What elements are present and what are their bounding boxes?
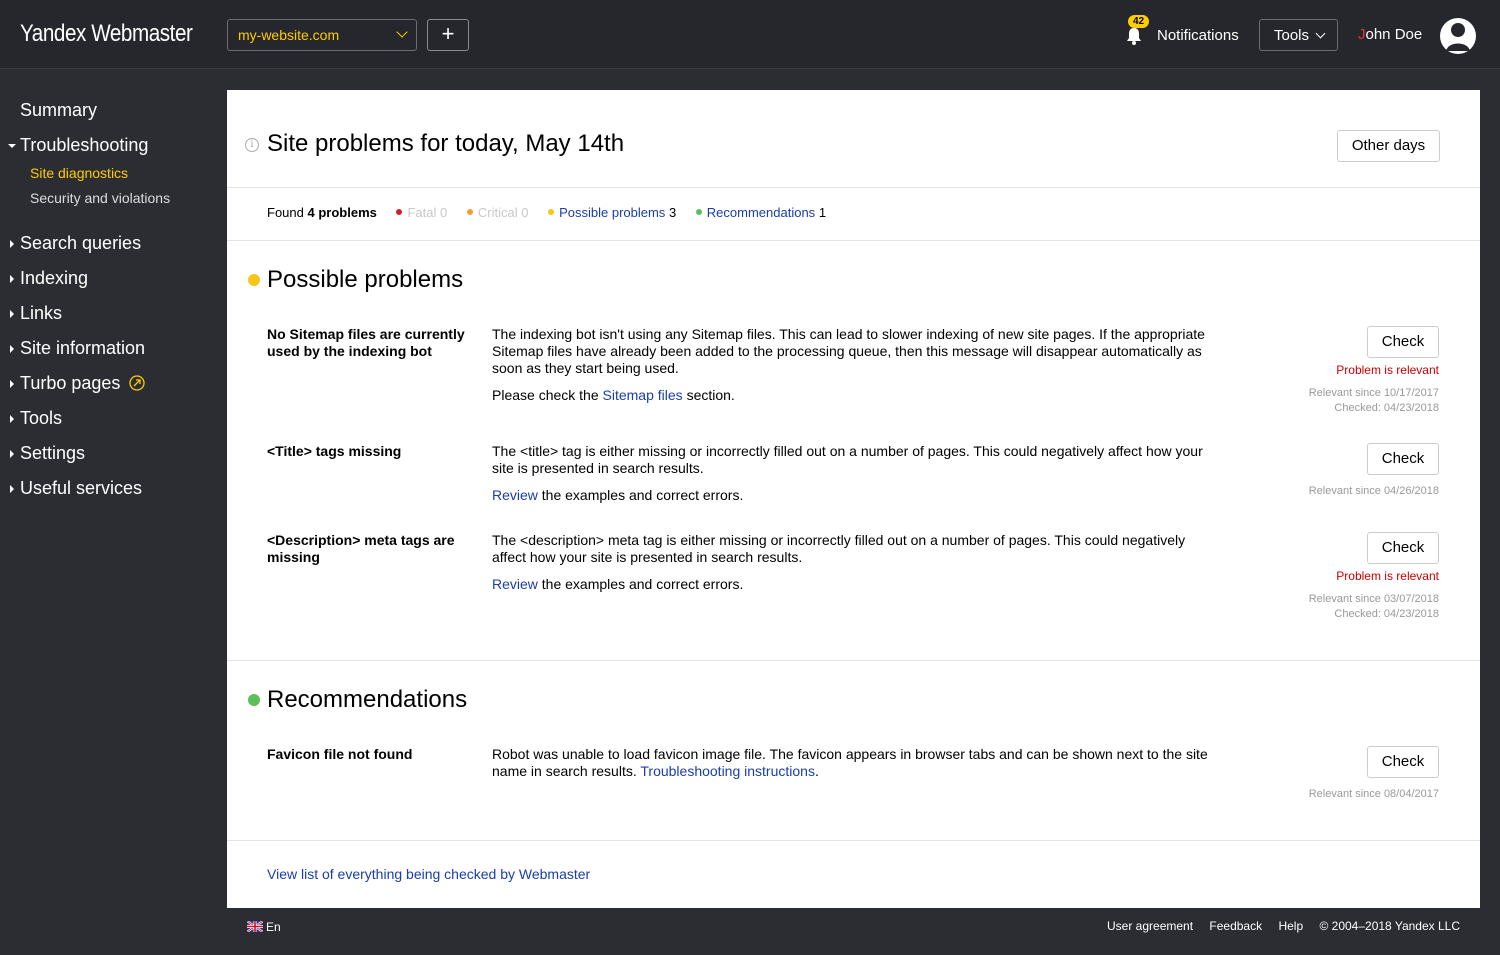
caret-right-icon xyxy=(10,415,14,423)
language-switcher[interactable]: En xyxy=(247,920,281,934)
filter-possible-problems[interactable]: Possible problems xyxy=(559,205,666,220)
check-button[interactable]: Check xyxy=(1367,746,1439,778)
logo[interactable]: Yandex Webmaster xyxy=(20,20,193,47)
site-name: my-website.com xyxy=(238,27,340,43)
page-title: Site problems for today, May 14th xyxy=(267,130,625,157)
problem-name: <Title> tags missing xyxy=(267,443,402,459)
caret-right-icon xyxy=(10,450,14,458)
review-link[interactable]: Review xyxy=(492,576,538,592)
section-title-recommendations: Recommendations xyxy=(267,686,468,713)
problem-dates: Relevant since 10/17/2017 Checked: 04/23/2018 xyxy=(1308,387,1439,414)
bell-icon xyxy=(1124,26,1144,46)
help-link[interactable]: Help xyxy=(1278,919,1304,933)
review-link[interactable]: Review xyxy=(492,487,538,503)
check-button[interactable]: Check xyxy=(1367,532,1439,564)
possible-dot-icon xyxy=(548,209,554,215)
sitemap-files-link[interactable]: Sitemap files xyxy=(602,387,683,403)
sidebar-item-indexing[interactable]: Indexing xyxy=(20,268,88,289)
caret-right-icon xyxy=(10,380,14,388)
footer-links xyxy=(1094,919,1460,933)
footer xyxy=(227,908,1480,955)
problem-status: Problem is relevant xyxy=(1336,363,1439,377)
sidebar-item-troubleshooting[interactable]: Troubleshooting xyxy=(20,135,148,156)
copyright: © 2004–2018 Yandex LLC xyxy=(1319,919,1460,933)
sidebar-item-turbo-pages[interactable]: Turbo pages xyxy=(20,373,145,394)
recommendation-dates: Relevant since 08/04/2017 xyxy=(1308,788,1439,800)
tools-menu-button[interactable] xyxy=(1259,19,1338,51)
critical-dot-icon xyxy=(467,209,473,215)
filter-fatal: Fatal xyxy=(407,205,437,220)
problem-status: Problem is relevant xyxy=(1336,569,1439,583)
notifications-label: Notifications xyxy=(1157,27,1239,44)
recommendations-dot-icon xyxy=(696,209,702,215)
sidebar-item-summary[interactable]: Summary xyxy=(20,100,98,120)
possible-problems-dot-icon xyxy=(248,274,260,286)
sidebar-item-tools[interactable]: Tools xyxy=(20,408,62,429)
caret-right-icon xyxy=(10,345,14,353)
sidebar-item-useful-services[interactable]: Useful services xyxy=(20,478,142,499)
check-button[interactable]: Check xyxy=(1367,443,1439,475)
recommendation-description: Robot was unable to load favicon image file. The favicon appears in browser tabs and can be shown next to the site name in search results. Troubleshooting instructions. xyxy=(492,746,1208,779)
fatal-dot-icon xyxy=(396,209,402,215)
caret-right-icon xyxy=(10,275,14,283)
divider xyxy=(227,660,1480,661)
sidebar-item-site-diagnostics[interactable]: Site diagnostics xyxy=(30,165,129,181)
caret-down-icon xyxy=(8,144,16,148)
filter-critical: Critical xyxy=(477,205,518,220)
top-bar xyxy=(0,0,1500,69)
divider xyxy=(227,840,1480,841)
caret-right-icon xyxy=(10,310,14,318)
info-icon[interactable]: i xyxy=(245,138,259,152)
section-title-possible-problems: Possible problems xyxy=(267,266,464,293)
chevron-down-icon xyxy=(1316,29,1326,39)
problem-dates: Relevant since 03/07/2018 Checked: 04/23/2018 xyxy=(1308,593,1439,620)
notifications-count-badge: 42 xyxy=(1128,15,1149,28)
problem-description: The <title> tag is either missing or incorrectly filled out on a number of pages. This could negatively affect how your site is presented in search results. xyxy=(492,443,1203,476)
sidebar-item-site-information[interactable]: Site information xyxy=(20,338,145,359)
problem-note: Review the examples and correct errors. xyxy=(492,487,744,503)
tools-label: Tools xyxy=(1274,27,1310,44)
filter-recommendations[interactable]: Recommendations xyxy=(706,205,816,220)
divider xyxy=(227,187,1480,188)
problem-dates: Relevant since 04/26/2018 xyxy=(1308,485,1439,497)
caret-right-icon xyxy=(10,485,14,493)
problem-description: The indexing bot isn't using any Sitemap files. This can lead to slower indexing of new site pages. If the appropriate Sitemap files have already been added to the processing queue, then this message will disappear automatically as soon as they start being used. xyxy=(492,326,1205,376)
sidebar-item-settings[interactable]: Settings xyxy=(20,443,85,464)
sidebar-item-links[interactable]: Links xyxy=(20,303,62,324)
view-all-checks-link[interactable]: View list of everything being checked by Webmaster xyxy=(267,866,591,882)
problem-note: Review the examples and correct errors. xyxy=(492,576,744,592)
recommendation-name: Favicon file not found xyxy=(267,746,413,762)
add-site-button[interactable]: + xyxy=(427,19,469,51)
user-agreement-link[interactable]: User agreement xyxy=(1107,919,1194,933)
uk-flag-icon xyxy=(247,921,263,932)
check-button[interactable]: Check xyxy=(1367,326,1439,358)
problem-note: Please check the Sitemap files section. xyxy=(492,387,735,403)
chevron-down-icon xyxy=(396,26,407,37)
divider xyxy=(227,240,1480,241)
sidebar-item-security[interactable]: Security and violations xyxy=(30,190,171,206)
problem-name: No Sitemap files are currently used by the indexing bot xyxy=(267,326,465,359)
main-panel xyxy=(227,90,1480,908)
recommendations-dot-icon xyxy=(248,694,260,706)
sidebar-item-search-queries[interactable]: Search queries xyxy=(20,233,141,254)
problem-description: The <description> meta tag is either missing or incorrectly filled out on a number of pages. This could negatively affect how your site is presented in search results. xyxy=(492,532,1186,565)
other-days-button[interactable]: Other days xyxy=(1337,130,1440,162)
site-selector[interactable] xyxy=(227,19,417,51)
user-name[interactable]: John Doe xyxy=(1358,26,1423,43)
feedback-link[interactable]: Feedback xyxy=(1209,919,1263,933)
problem-name: <Description> meta tags are missing xyxy=(267,532,455,565)
caret-right-icon xyxy=(10,240,14,248)
problems-summary: Found 4 problems Fatal 0 Critical 0 Possible problems 3 Recommendations 1 xyxy=(267,205,827,220)
avatar[interactable] xyxy=(1440,17,1476,55)
troubleshooting-instructions-link[interactable]: Troubleshooting instructions xyxy=(640,763,815,779)
rocket-icon xyxy=(129,375,145,391)
